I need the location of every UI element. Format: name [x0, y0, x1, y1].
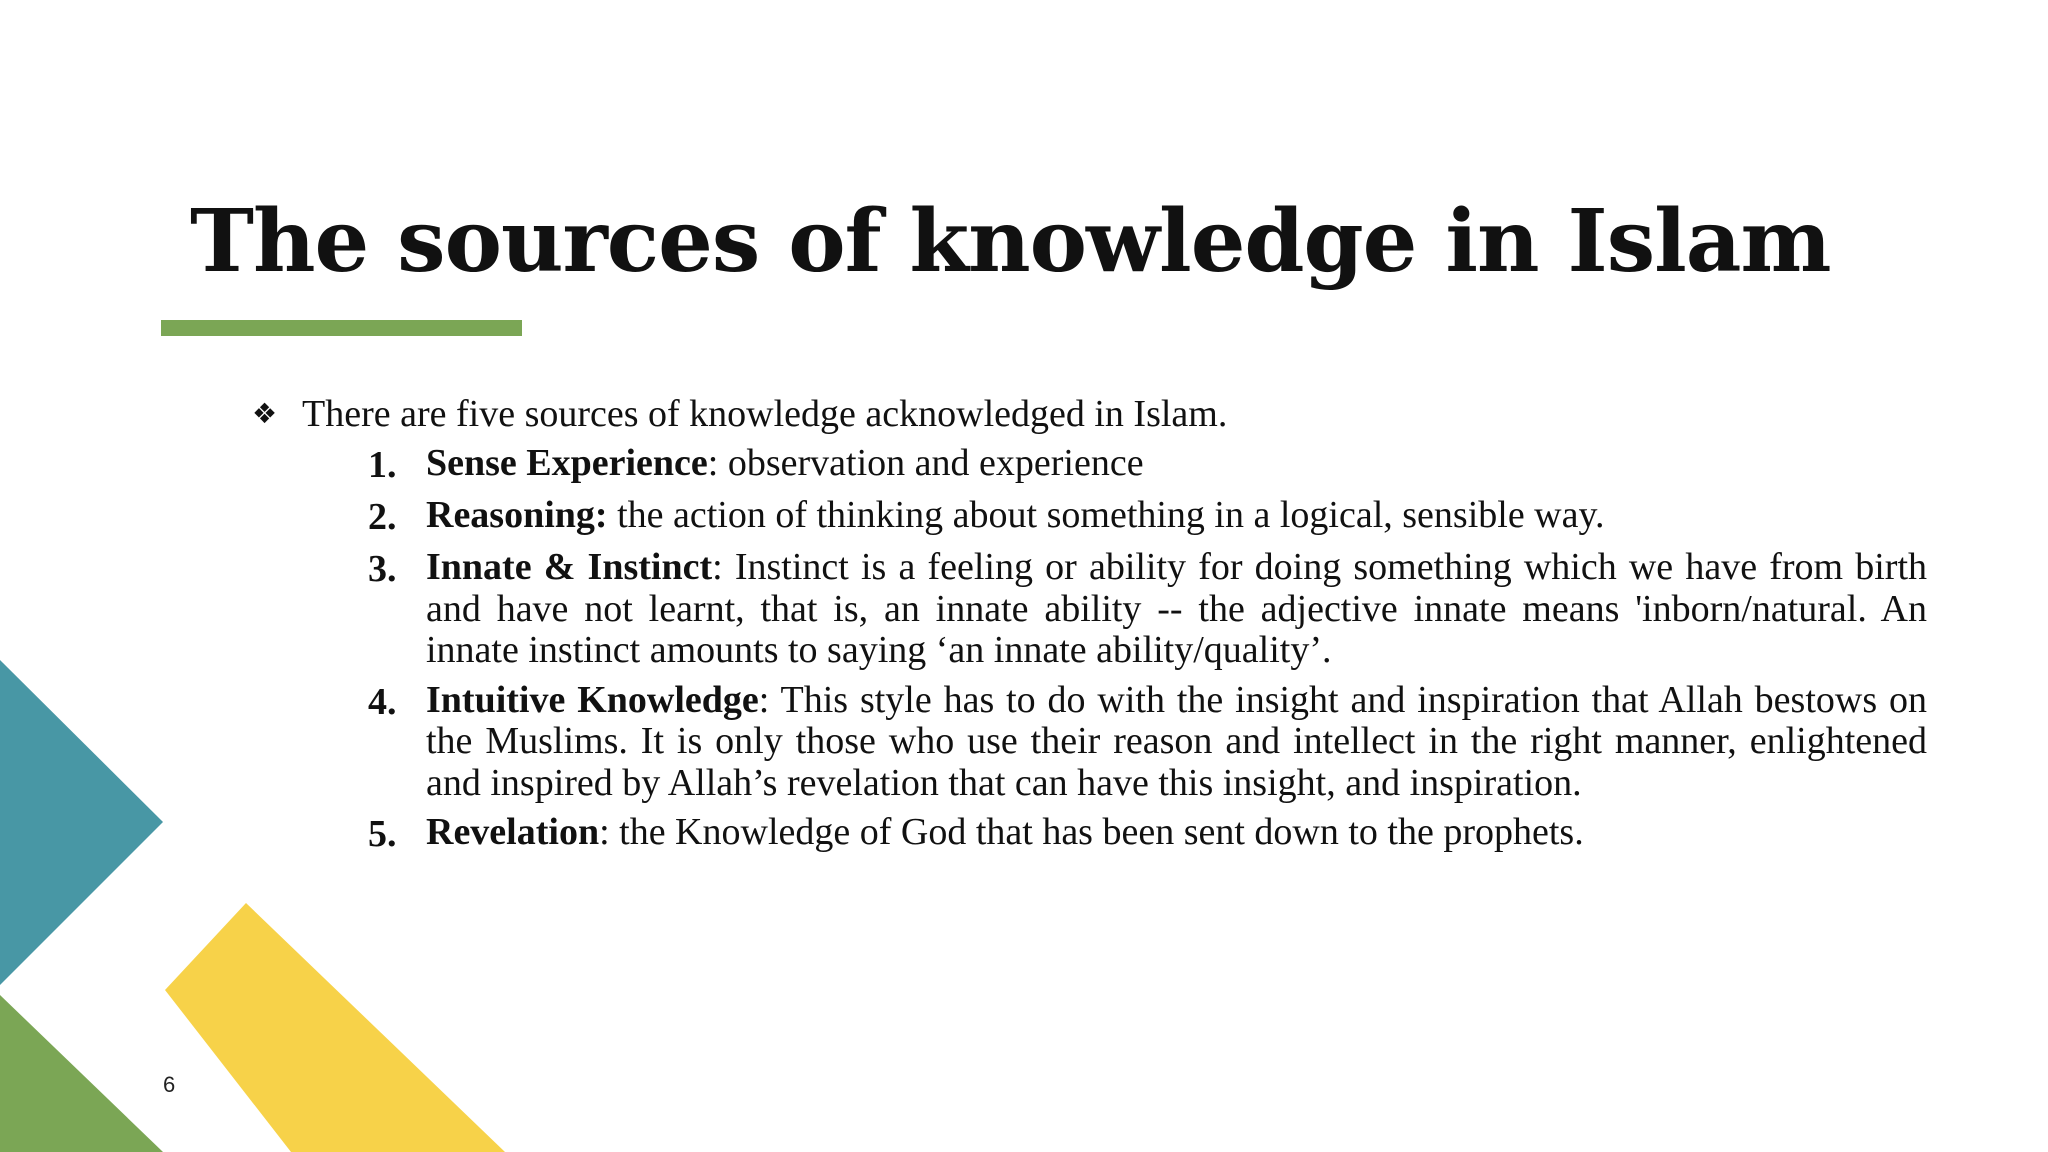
four-diamond-bullet-icon: ❖	[252, 397, 278, 430]
item-description: : observation and experience	[707, 442, 1144, 484]
item-text	[426, 495, 1927, 539]
intro-text: There are five sources of knowledge acknowledged in Islam.	[302, 393, 1228, 435]
item-term: Sense Experience	[426, 442, 708, 484]
item-term: Intuitive Knowledge	[426, 678, 759, 721]
item-term: Reasoning:	[426, 494, 608, 536]
page-number: 6	[163, 1072, 176, 1097]
item-description: : This style has to do with the insight and inspiration that Allah bestows on the Muslims. It is only those who use their reason and intellect in the right manner, enlightened and inspired by Allah’s revelation that can have this insight, and inspiration.	[426, 678, 1927, 804]
item-text	[426, 680, 1927, 805]
item-number: 4.	[368, 680, 397, 723]
intro-bullet	[252, 388, 1927, 443]
list-item	[368, 812, 1927, 856]
item-term: Revelation	[426, 811, 600, 853]
item-description: : Instinct is a feeling or ability for doing something which we have from birth and have not learnt, that is, an innate ability -- the adjective innate means 'inborn/natural. An innate instinct amounts to saying ‘an innate ability/quality’.	[426, 546, 1927, 671]
list-item	[368, 547, 1927, 672]
yellow-band-shape	[165, 903, 505, 1152]
list-item	[368, 495, 1927, 539]
slide-content	[252, 388, 1927, 864]
title-underline-bar	[161, 320, 522, 336]
item-description: : the Knowledge of God that has been sent down to the prophets.	[599, 811, 1584, 853]
item-number: 3.	[368, 548, 397, 590]
sources-list	[252, 443, 1927, 856]
item-text	[426, 443, 1927, 487]
item-description: the action of thinking about something in a logical, sensible way.	[607, 494, 1605, 536]
item-number: 5.	[368, 813, 397, 855]
item-number: 1.	[368, 444, 397, 486]
list-item	[368, 443, 1927, 487]
slide-title: The sources of knowledge in Islam	[190, 191, 1831, 292]
green-triangle-shape	[0, 995, 163, 1152]
item-term: Innate & Instinct	[426, 546, 713, 588]
teal-triangle-shape	[0, 660, 163, 985]
item-text	[426, 547, 1927, 672]
item-text	[426, 812, 1927, 856]
list-item	[368, 680, 1927, 805]
item-number: 2.	[368, 496, 397, 538]
